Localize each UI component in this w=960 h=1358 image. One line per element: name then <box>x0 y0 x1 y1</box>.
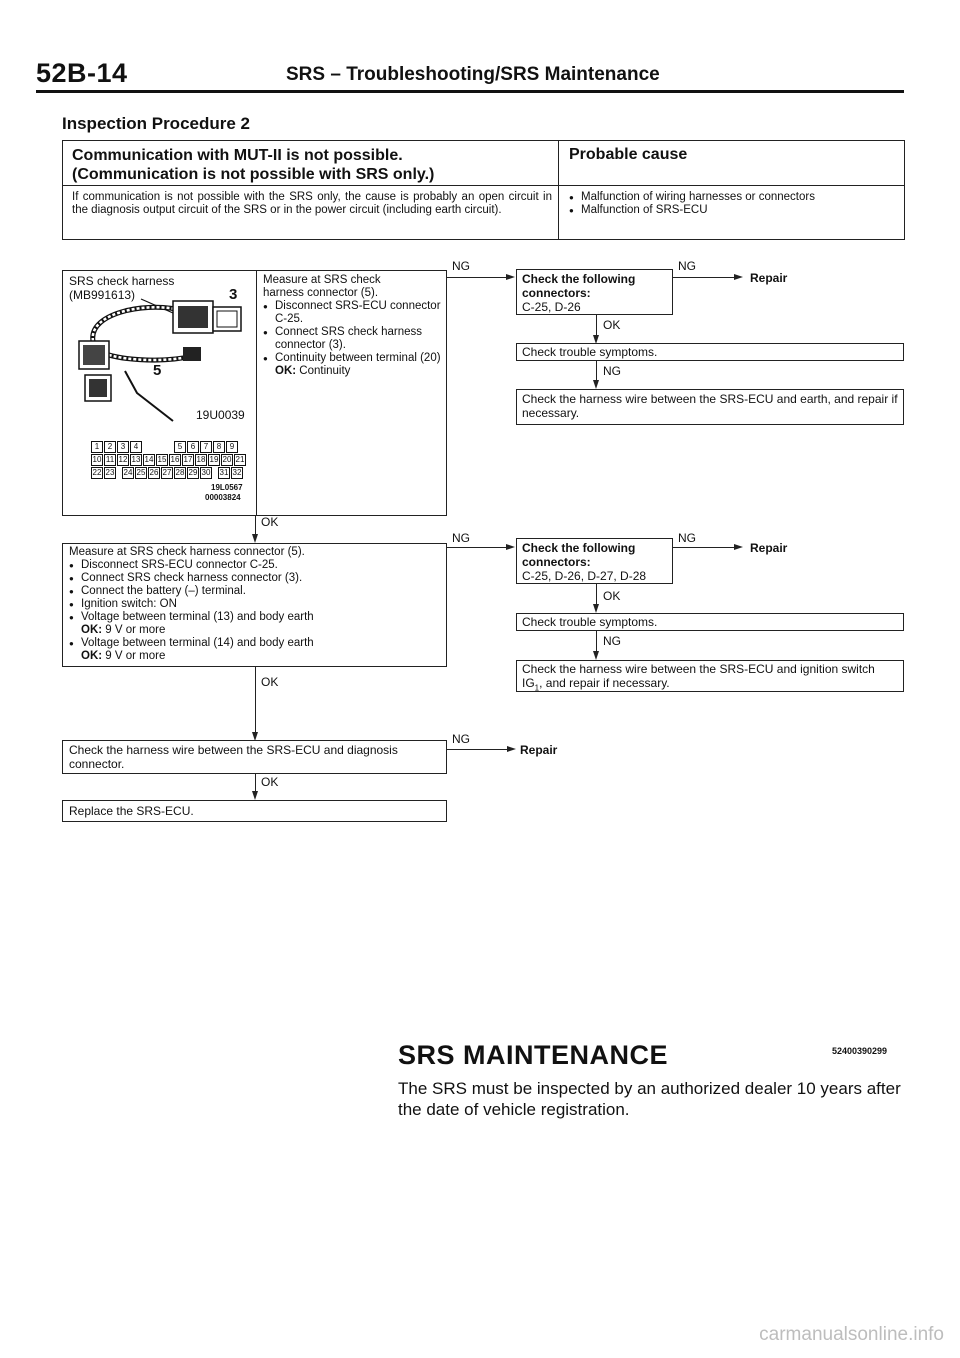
ok-label: OK <box>603 318 621 332</box>
step2-intro: Measure at SRS check harness connector (5). <box>69 546 305 558</box>
ok-label: OK: <box>81 624 103 636</box>
step1-item: ● Disconnect SRS-ECU connector C-25. <box>263 300 443 326</box>
step2-item: ● Ignition switch: ON <box>69 598 440 611</box>
ng-connector-3 <box>447 749 507 750</box>
pin: 30 <box>201 468 211 477</box>
repair-label: Repair <box>750 271 788 285</box>
pin: 6 <box>187 441 199 453</box>
cause-list <box>569 191 899 217</box>
pin: 16 <box>170 455 180 464</box>
pin-row <box>91 441 246 453</box>
section-subtitle: Inspection Procedure 2 <box>62 114 250 133</box>
page-number: 52B-14 <box>36 58 128 88</box>
symptom-heading-line2: (Communication is not possible with SRS only.) <box>72 166 435 183</box>
ok-label: OK <box>261 515 279 529</box>
harness-ig: IG <box>522 676 535 690</box>
arrow-down <box>593 651 599 660</box>
step1-item: ● Continuity between terminal (20) <box>263 352 443 365</box>
step4-box: Replace the SRS-ECU. <box>62 800 447 822</box>
ng-label: NG <box>678 259 696 273</box>
pin: 20 <box>222 455 232 464</box>
ng-label: NG <box>603 634 621 648</box>
pin: 17 <box>183 455 193 464</box>
pin: 29 <box>188 468 198 477</box>
cause-item: ● Malfunction of SRS-ECU <box>569 204 899 217</box>
figure-code-1: 19U0039 <box>196 408 245 422</box>
ng-label: NG <box>678 531 696 545</box>
pin: 15 <box>157 455 167 464</box>
pin-gap <box>213 467 217 479</box>
ok-value: 9 V or more <box>105 624 166 636</box>
arrow-right <box>734 274 743 280</box>
table-header-divider <box>63 185 904 186</box>
step3-box: Check the harness wire between the SRS-ECU and diagnosis connector. <box>62 740 447 774</box>
harness-part-number: (MB991613) <box>69 288 136 302</box>
header-rule <box>36 90 904 93</box>
symptom-heading <box>72 146 434 184</box>
callout-3: 3 <box>229 286 238 303</box>
ok-connector <box>596 584 597 604</box>
pin: 11 <box>105 455 115 464</box>
ok-value: 9 V or more <box>105 650 166 662</box>
pin: 23 <box>105 468 115 477</box>
branch2-trouble: Check trouble symptoms. <box>516 613 904 631</box>
ng-label: NG <box>452 732 470 746</box>
step1-ok <box>263 365 443 378</box>
arrow-right <box>506 544 515 550</box>
ok-connector <box>596 315 597 335</box>
repair-label: Repair <box>520 743 558 757</box>
ng-label: NG <box>603 364 621 378</box>
step2-item: ● Disconnect SRS-ECU connector C-25. <box>69 559 440 572</box>
figure-panel <box>63 271 256 515</box>
procedure-table <box>62 140 905 240</box>
arrow-right <box>506 274 515 280</box>
check-line: connectors: <box>522 286 591 300</box>
pin: 32 <box>232 468 242 477</box>
pin: 1 <box>91 441 103 453</box>
arrow-right <box>507 746 516 752</box>
ng-connector-1 <box>447 277 506 278</box>
check-line: Check the following <box>522 272 636 286</box>
pin-row <box>91 454 246 466</box>
step1-instructions <box>263 274 443 378</box>
ng-label: NG <box>452 531 470 545</box>
harness-text: Check the harness wire between the SRS-ECU and ignition switch <box>522 662 875 676</box>
pin: 3 <box>117 441 129 453</box>
pin: 13 <box>131 455 141 464</box>
page-title: SRS – Troubleshooting/SRS Maintenance <box>286 64 660 85</box>
step1-box <box>62 270 447 516</box>
pin: 28 <box>175 468 185 477</box>
arrow-down <box>593 380 599 389</box>
symptom-description: If communication is not possible with the SRS only, the cause is probably an open circuit in the diagnosis output circuit of the SRS or in the power circuit (including earth circuit). <box>72 191 552 216</box>
step2-ok <box>69 650 440 663</box>
pin: 27 <box>162 468 172 477</box>
connector-list: C-25, D-26, D-27, D-28 <box>522 569 647 583</box>
pin: 22 <box>92 468 102 477</box>
pin: 9 <box>226 441 238 453</box>
symptom-heading-line1: Communication with MUT-II is not possible. <box>72 147 403 164</box>
pin: 7 <box>200 441 212 453</box>
connector-list: C-25, D-26 <box>522 300 581 314</box>
ok-connector <box>255 774 256 791</box>
maintenance-heading: SRS MAINTENANCE <box>398 1040 669 1070</box>
footer-watermark: carmanualsonline.info <box>759 1324 944 1345</box>
callout-5: 5 <box>153 362 162 379</box>
branch1-harness-check: Check the harness wire between the SRS-ECU and earth, and repair if necessary. <box>516 389 904 425</box>
arrow-down <box>593 604 599 613</box>
ok-label: OK <box>603 589 621 603</box>
pin-gap <box>117 467 121 479</box>
check-line: Check the following <box>522 541 636 555</box>
step2-box <box>62 543 447 667</box>
pin-diagram <box>91 441 246 479</box>
pin-gap <box>143 441 173 453</box>
ng-connector-1b <box>673 277 734 278</box>
ng-connector <box>596 361 597 380</box>
ok-label: OK: <box>81 650 103 662</box>
pin-row <box>91 467 246 479</box>
step2-item: ● Voltage between terminal (13) and body earth <box>69 611 440 624</box>
ng-connector-2 <box>447 547 506 548</box>
maintenance-body: The SRS must be inspected by an authorized dealer 10 years after the date of vehicle registration. <box>398 1079 901 1119</box>
pin: 21 <box>235 455 245 464</box>
step1-item: ● Connect SRS check harness connector (3). <box>263 326 443 352</box>
pin: 25 <box>136 468 146 477</box>
arrow-right <box>734 544 743 550</box>
ng-connector <box>596 631 597 651</box>
arrow-down <box>252 791 258 800</box>
ok-label: OK <box>261 675 279 689</box>
harness-text-end: , and repair if necessary. <box>539 676 670 690</box>
step2-item: ● Connect the battery (–) terminal. <box>69 585 440 598</box>
ng-label: NG <box>452 259 470 273</box>
figure-code-2: 19L0567 <box>211 483 243 492</box>
pin: 4 <box>130 441 142 453</box>
ok-connector <box>255 516 256 534</box>
cause-item: ● Malfunction of wiring harnesses or connectors <box>569 191 899 204</box>
maintenance-code: 52400390299 <box>832 1046 888 1056</box>
pin: 24 <box>123 468 133 477</box>
branch2-harness-check <box>516 660 904 692</box>
branch1-trouble: Check trouble symptoms. <box>516 343 904 361</box>
pin: 10 <box>92 455 102 464</box>
pin: 2 <box>104 441 116 453</box>
harness-label: SRS check harness <box>69 274 175 288</box>
ok-label: OK: <box>275 365 297 377</box>
pin: 8 <box>213 441 225 453</box>
branch2-check-connectors <box>516 538 673 584</box>
step2-ok <box>69 624 440 637</box>
pin: 12 <box>118 455 128 464</box>
probable-cause-heading: Probable cause <box>569 146 688 163</box>
step2-item: ● Connect SRS check harness connector (3). <box>69 572 440 585</box>
table-column-divider <box>558 141 559 239</box>
step1-divider <box>256 271 257 515</box>
figure-code-3: 00003824 <box>205 493 241 502</box>
ok-connector <box>255 667 256 732</box>
check-line: connectors: <box>522 555 591 569</box>
pin: 14 <box>144 455 154 464</box>
repair-label: Repair <box>750 541 788 555</box>
pin: 19 <box>209 455 219 464</box>
pin: 5 <box>174 441 186 453</box>
pin: 18 <box>196 455 206 464</box>
harness-ig-sub: 1 <box>534 683 540 693</box>
step2-item: ● Voltage between terminal (14) and body earth <box>69 637 440 650</box>
step1-intro: Measure at SRS check harness connector (5). <box>263 274 381 299</box>
pin: 26 <box>149 468 159 477</box>
ng-connector-2b <box>673 547 734 548</box>
pin: 31 <box>219 468 229 477</box>
arrow-down <box>252 534 258 543</box>
ok-value: Continuity <box>299 365 351 377</box>
branch1-check-connectors <box>516 269 673 315</box>
ok-label: OK <box>261 775 279 789</box>
